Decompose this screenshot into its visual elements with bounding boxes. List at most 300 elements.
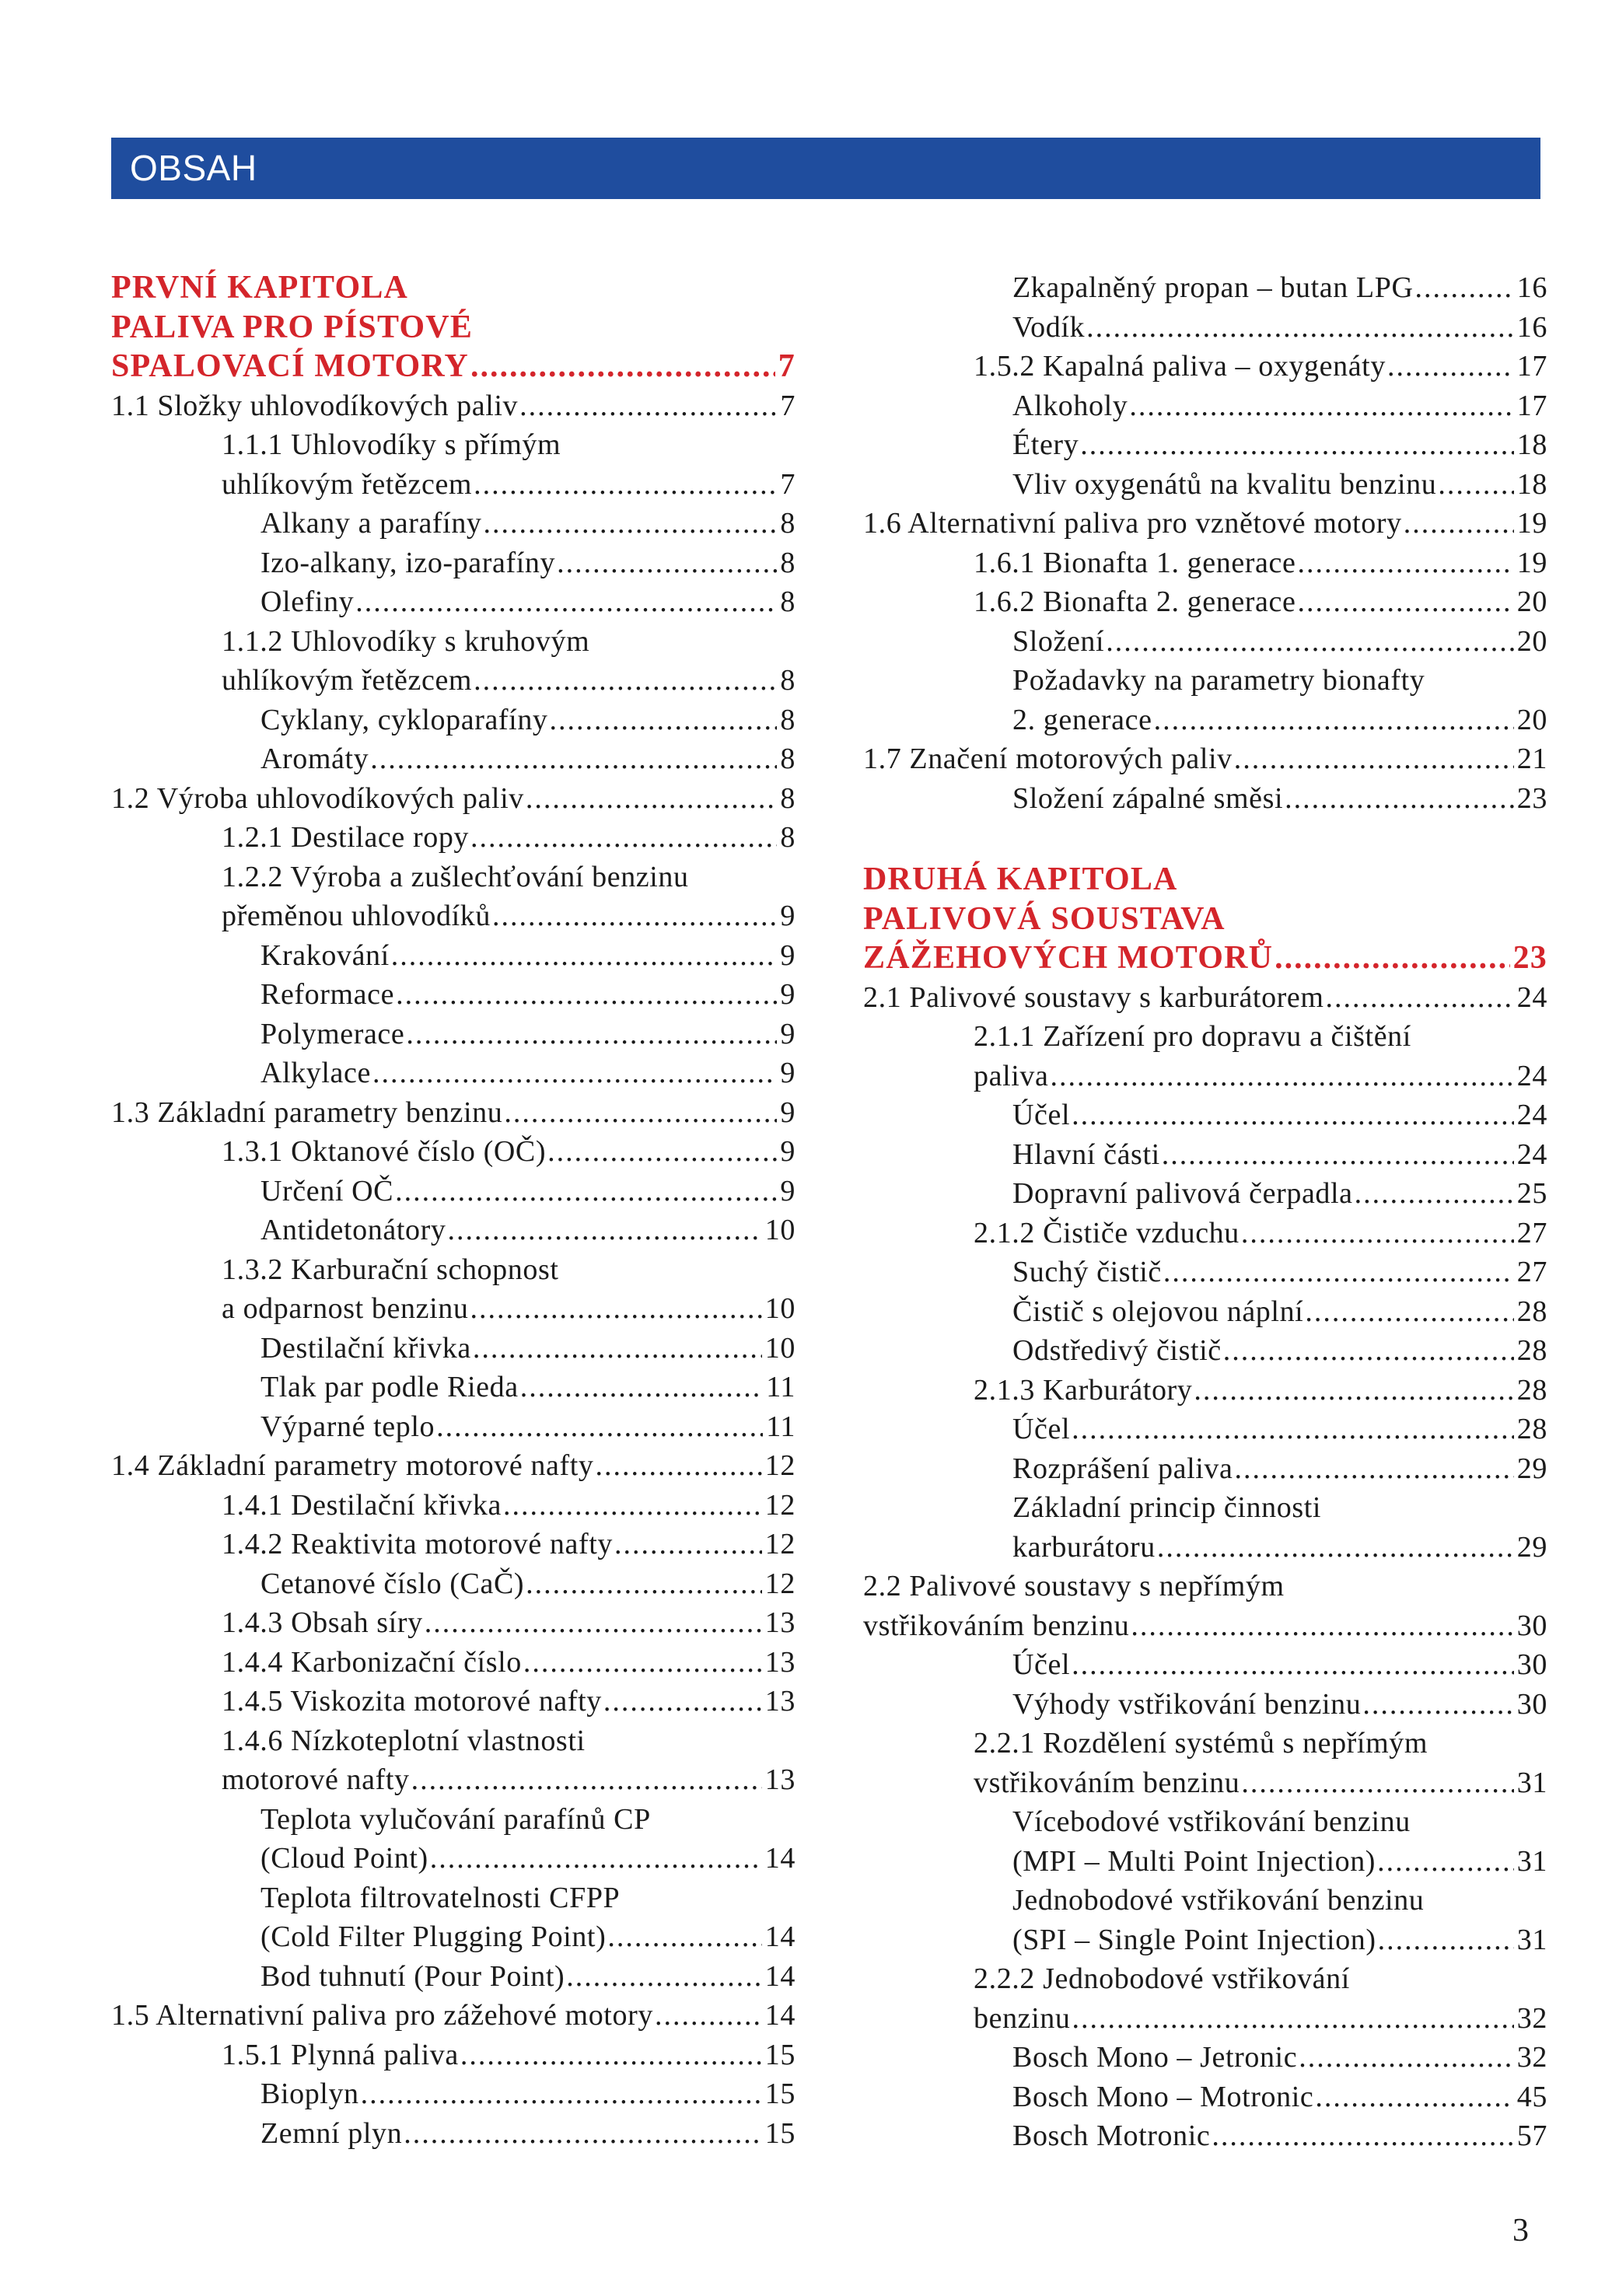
toc-entry bbox=[863, 504, 1547, 543]
dot-leader bbox=[547, 1132, 777, 1172]
chapter-heading-line bbox=[111, 347, 796, 386]
toc-entry bbox=[111, 1603, 796, 1643]
dot-leader bbox=[372, 1054, 777, 1093]
dot-leader bbox=[1378, 1920, 1514, 1960]
chapter-heading-line bbox=[863, 860, 1547, 900]
dot-leader bbox=[526, 1564, 762, 1604]
toc-entry bbox=[863, 1135, 1547, 1175]
toc-entry-title: Základní princip činnosti bbox=[1012, 1491, 1322, 1524]
toc-entry bbox=[863, 1214, 1547, 1253]
toc-entry bbox=[863, 1645, 1547, 1685]
toc-entry bbox=[863, 1881, 1547, 1920]
toc-entry bbox=[111, 739, 796, 779]
toc-page-number: 20 bbox=[1516, 585, 1547, 618]
toc-entry-title: Aromáty bbox=[261, 743, 369, 775]
dot-leader bbox=[361, 2074, 762, 2114]
toc-entry bbox=[111, 1486, 796, 1525]
dot-leader bbox=[411, 1760, 762, 1800]
toc-entry-title: a odparnost benzinu bbox=[222, 1292, 469, 1325]
toc-page-number: 16 bbox=[1516, 310, 1547, 344]
toc-entry bbox=[863, 1371, 1547, 1410]
toc-entry bbox=[863, 1331, 1547, 1371]
dot-leader bbox=[395, 1172, 777, 1211]
dot-leader bbox=[520, 1368, 763, 1407]
toc-entry bbox=[863, 1528, 1547, 1567]
toc-entry bbox=[111, 975, 796, 1015]
toc-page-number: 8 bbox=[780, 821, 796, 854]
dot-leader bbox=[603, 1682, 762, 1721]
toc-entry-title: Bosch Mono – Motronic bbox=[1012, 2080, 1314, 2113]
toc-entry-title: uhlíkovým řetězcem bbox=[222, 664, 473, 697]
toc-entry bbox=[111, 582, 796, 622]
toc-page-number: 27 bbox=[1516, 1216, 1547, 1249]
toc-entry bbox=[863, 779, 1547, 819]
toc-entry-title: 1.4.2 Reaktivita motorové nafty bbox=[222, 1528, 613, 1560]
toc-entry bbox=[111, 1015, 796, 1054]
toc-page-number: 9 bbox=[780, 1135, 796, 1168]
toc-entry bbox=[863, 1802, 1547, 1842]
toc-entry bbox=[111, 2114, 796, 2154]
toc-page-number: 13 bbox=[764, 1645, 796, 1679]
toc-entry bbox=[863, 1842, 1547, 1882]
toc-entry bbox=[111, 858, 796, 897]
dot-leader bbox=[1072, 1410, 1514, 1449]
toc-page-number: 25 bbox=[1516, 1177, 1547, 1210]
toc-page-number: 20 bbox=[1516, 703, 1547, 736]
toc-entry-title: Odstředivý čistič bbox=[1012, 1334, 1222, 1367]
toc-page-number: 10 bbox=[764, 1292, 796, 1325]
toc-entry bbox=[863, 1449, 1547, 1489]
toc-entry-title: 1.4.1 Destilační křivka bbox=[222, 1488, 502, 1522]
toc-page-number: 12 bbox=[764, 1528, 796, 1560]
toc-entry bbox=[863, 701, 1547, 740]
toc-entry-title: 1.3.1 Oktanové číslo (OČ) bbox=[222, 1135, 547, 1168]
toc-entry-title: (MPI – Multi Point Injection) bbox=[1012, 1844, 1376, 1878]
toc-entry-title: paliva bbox=[974, 1059, 1049, 1092]
toc-entry bbox=[863, 1253, 1547, 1292]
toc-entry bbox=[111, 1917, 796, 1957]
toc-entry-title: Destilační křivka bbox=[261, 1331, 471, 1365]
toc-entry bbox=[111, 1172, 796, 1211]
toc-page-number: 24 bbox=[1516, 1099, 1547, 1131]
dot-leader bbox=[1285, 779, 1514, 819]
toc-entry-title: Bioplyn bbox=[261, 2078, 359, 2110]
toc-entry-title: Cyklany, cykloparafíny bbox=[261, 703, 548, 736]
toc-entry-title: 1.5 Alternativní paliva pro zážehové motory bbox=[111, 1999, 653, 2032]
toc-entry bbox=[111, 1329, 796, 1368]
dot-leader bbox=[1129, 386, 1513, 426]
toc-column-left bbox=[111, 268, 796, 2153]
toc-entry bbox=[111, 1211, 796, 1250]
toc-entry bbox=[863, 1567, 1547, 1606]
dot-leader bbox=[526, 779, 778, 819]
dot-leader bbox=[404, 2114, 762, 2154]
dot-leader bbox=[1241, 1214, 1514, 1253]
toc-entry-title: Čistič s olejovou náplní bbox=[1012, 1295, 1304, 1328]
toc-page-number: 15 bbox=[764, 2078, 796, 2110]
toc-entry bbox=[863, 425, 1547, 465]
toc-page-number: 14 bbox=[764, 1999, 796, 2032]
toc-entry bbox=[863, 1920, 1547, 1960]
toc-entry bbox=[111, 1250, 796, 1290]
toc-entry bbox=[111, 1721, 796, 1761]
toc-page-number: 30 bbox=[1516, 1687, 1547, 1721]
toc-entry bbox=[863, 1096, 1547, 1135]
toc-page-number: 31 bbox=[1516, 1844, 1547, 1878]
toc-page-number: 28 bbox=[1516, 1334, 1547, 1367]
page-number: 3 bbox=[1512, 2213, 1529, 2249]
dot-leader bbox=[566, 1957, 762, 1997]
dot-leader bbox=[470, 1289, 761, 1329]
toc-entry bbox=[111, 779, 796, 819]
toc-page-number: 19 bbox=[1516, 546, 1547, 579]
toc-entry-title: 2.1.3 Karburátory bbox=[974, 1373, 1193, 1407]
toc-page-number: 19 bbox=[1516, 507, 1547, 540]
toc-entry bbox=[111, 936, 796, 976]
toc-entry bbox=[111, 1682, 796, 1721]
dot-leader bbox=[406, 1015, 777, 1054]
toc-entry bbox=[863, 465, 1547, 505]
toc-entry-title: 1.3 Základní parametry benzinu bbox=[111, 1096, 503, 1129]
toc-page-number: 9 bbox=[780, 978, 796, 1011]
dot-leader bbox=[503, 1486, 762, 1525]
dot-leader bbox=[1241, 1763, 1513, 1803]
toc-page-number: 30 bbox=[1516, 1609, 1547, 1642]
toc-page-number: 8 bbox=[780, 507, 796, 540]
toc-entry-title: 1.4.4 Karbonizační číslo bbox=[222, 1645, 522, 1679]
toc-entry-title: Účel bbox=[1012, 1413, 1071, 1445]
toc-entry bbox=[111, 2036, 796, 2075]
toc-page-number: 8 bbox=[780, 743, 796, 775]
dot-leader bbox=[484, 504, 778, 543]
toc-page-number: 23 bbox=[1512, 940, 1547, 976]
dot-leader bbox=[557, 543, 777, 583]
toc-page-number: 32 bbox=[1516, 2001, 1547, 2035]
toc-entry-title: 1.4.5 Viskozita motorové nafty bbox=[222, 1685, 602, 1718]
dot-leader bbox=[1326, 978, 1514, 1018]
toc-entry bbox=[111, 1093, 796, 1133]
toc-entry bbox=[111, 701, 796, 740]
toc-page-number: 11 bbox=[766, 1410, 796, 1443]
toc-entry bbox=[863, 347, 1547, 386]
toc-entry bbox=[863, 739, 1547, 779]
toc-entry-title: Složení zápalné směsi bbox=[1012, 781, 1284, 815]
toc-entry-title: Rozprášení paliva bbox=[1012, 1452, 1233, 1485]
dot-leader bbox=[523, 1643, 762, 1683]
toc-entry-title: Výparné teplo bbox=[261, 1410, 435, 1443]
toc-entry-title: Určení OČ bbox=[261, 1174, 394, 1207]
toc-entry-title: 1.2.2 Výroba a zušlechťování benzinu bbox=[222, 860, 689, 893]
toc-entry-title: Bod tuhnutí (Pour Point) bbox=[261, 1959, 565, 1993]
toc-page-number: 31 bbox=[1516, 1766, 1547, 1799]
toc-page-number: 31 bbox=[1516, 1923, 1547, 1956]
toc-page-number: 15 bbox=[764, 2038, 796, 2071]
toc-entry bbox=[863, 268, 1547, 308]
toc-entry bbox=[863, 1763, 1547, 1803]
toc-page-number: 24 bbox=[1516, 1138, 1547, 1171]
dot-leader bbox=[1362, 1685, 1513, 1725]
toc-page-number: 11 bbox=[766, 1371, 796, 1403]
toc-entry-title: Bosch Mono – Jetronic bbox=[1012, 2041, 1298, 2074]
toc-page-number: 16 bbox=[1516, 271, 1547, 304]
toc-entry-title: ZÁŽEHOVÝCH MOTORŮ bbox=[863, 940, 1274, 976]
toc-entry-title: Polymerace bbox=[261, 1017, 405, 1050]
toc-entry-title: PALIVOVÁ SOUSTAVA bbox=[863, 900, 1226, 937]
dot-leader bbox=[474, 661, 777, 701]
toc-entry-title: vstřikováním benzinu bbox=[863, 1609, 1130, 1642]
toc-entry-title: přeměnou uhlovodíků bbox=[222, 900, 491, 932]
toc-entry bbox=[111, 1525, 796, 1564]
dot-leader bbox=[470, 347, 775, 386]
toc-entry-title: 2.1 Palivové soustavy s karburátorem bbox=[863, 980, 1324, 1014]
toc-entry bbox=[863, 1959, 1547, 1999]
toc-entry bbox=[863, 1606, 1547, 1646]
dot-leader bbox=[1297, 582, 1513, 622]
toc-page-number: 12 bbox=[764, 1567, 796, 1600]
toc-page-number: 14 bbox=[764, 1959, 796, 1993]
toc-entry bbox=[111, 661, 796, 701]
toc-entry bbox=[111, 504, 796, 543]
toc-page-number: 18 bbox=[1516, 428, 1547, 461]
dot-leader bbox=[460, 2036, 762, 2075]
toc-entry bbox=[863, 1999, 1547, 2039]
dot-leader bbox=[1275, 938, 1509, 978]
toc-page-number: 27 bbox=[1516, 1256, 1547, 1288]
toc-page-number: 32 bbox=[1516, 2041, 1547, 2074]
toc-entry-title: 1.6.2 Bionafta 2. generace bbox=[974, 585, 1296, 618]
toc-page-number: 20 bbox=[1516, 624, 1547, 658]
toc-page-number: 29 bbox=[1516, 1530, 1547, 1564]
toc-page-number: 13 bbox=[764, 1763, 796, 1796]
toc-entry-title: SPALOVACÍ MOTORY bbox=[111, 348, 469, 384]
dot-leader bbox=[1355, 1174, 1514, 1214]
contents-header-banner bbox=[111, 138, 1540, 199]
toc-entry-title: Účel bbox=[1012, 1099, 1071, 1131]
dot-leader bbox=[1072, 1645, 1514, 1685]
toc-entry-title: karburátoru bbox=[1012, 1530, 1156, 1564]
contents-title: OBSAH bbox=[130, 148, 257, 188]
dot-leader bbox=[1377, 1842, 1514, 1882]
dot-leader bbox=[1072, 1999, 1514, 2039]
toc-entry bbox=[111, 622, 796, 662]
toc-entry-title: Cetanové číslo (CaČ) bbox=[261, 1567, 525, 1600]
toc-entry bbox=[863, 308, 1547, 348]
toc-page-number: 12 bbox=[764, 1449, 796, 1482]
toc-page-number: 17 bbox=[1516, 389, 1547, 422]
toc-entry-title: Alkoholy bbox=[1012, 389, 1128, 422]
dot-leader bbox=[614, 1525, 762, 1564]
toc-entry bbox=[111, 1643, 796, 1683]
toc-entry bbox=[111, 1760, 796, 1800]
toc-entry bbox=[111, 1407, 796, 1447]
section-gap bbox=[863, 818, 1547, 860]
toc-entry bbox=[863, 1292, 1547, 1332]
toc-entry bbox=[111, 425, 796, 465]
toc-entry-title: Alkylace bbox=[261, 1057, 371, 1089]
toc-entry bbox=[111, 818, 796, 858]
toc-entry-title: 1.4.3 Obsah síry bbox=[222, 1606, 423, 1639]
toc-entry bbox=[863, 386, 1547, 426]
toc-entry-title: (Cold Filter Plugging Point) bbox=[261, 1920, 607, 1953]
toc-entry bbox=[111, 1564, 796, 1604]
toc-entry bbox=[111, 1132, 796, 1172]
toc-entry bbox=[863, 978, 1547, 1018]
toc-entry-title: Zemní plyn bbox=[261, 2116, 403, 2150]
toc-entry bbox=[863, 2078, 1547, 2117]
dot-leader bbox=[1080, 425, 1514, 465]
toc-entry-title: 1.2.1 Destilace ropy bbox=[222, 821, 470, 854]
toc-entry-title: (Cloud Point) bbox=[261, 1842, 428, 1875]
toc-entry bbox=[111, 1957, 796, 1997]
dot-leader bbox=[519, 386, 777, 426]
toc-entry-title: Suchý čistič bbox=[1012, 1256, 1162, 1288]
dot-leader bbox=[1050, 1057, 1513, 1096]
toc-entry-title: 1.1.2 Uhlovodíky s kruhovým bbox=[222, 624, 590, 658]
toc-entry-title: 1.3.2 Karburační schopnost bbox=[222, 1253, 559, 1286]
toc-entry bbox=[863, 1057, 1547, 1096]
toc-entry bbox=[863, 2116, 1547, 2156]
toc-page-number: 24 bbox=[1516, 980, 1547, 1014]
dot-leader bbox=[1305, 1292, 1513, 1332]
dot-leader bbox=[1086, 308, 1514, 348]
toc-entry-title: PRVNÍ KAPITOLA bbox=[111, 270, 409, 306]
toc-page-number: 14 bbox=[764, 1920, 796, 1953]
toc-page-number: 24 bbox=[1516, 1059, 1547, 1092]
toc-page-number: 57 bbox=[1516, 2120, 1547, 2152]
toc-entry-title: DRUHÁ KAPITOLA bbox=[863, 861, 1178, 897]
dot-leader bbox=[550, 701, 778, 740]
toc-page-number: 9 bbox=[780, 1057, 796, 1089]
toc-page-number: 9 bbox=[780, 900, 796, 932]
dot-leader bbox=[1235, 1449, 1514, 1489]
toc-entry bbox=[863, 2038, 1547, 2078]
toc-column-right bbox=[863, 268, 1547, 2156]
toc-entry-title: 2. generace bbox=[1012, 703, 1152, 736]
toc-entry bbox=[111, 2074, 796, 2114]
toc-entry-title: Požadavky na parametry bionafty bbox=[1012, 664, 1425, 697]
toc-entry bbox=[111, 1996, 796, 2036]
dot-leader bbox=[1154, 701, 1514, 740]
toc-entry-title: 2.2.2 Jednobodové vstřikování bbox=[974, 1962, 1350, 1995]
toc-page-number: 18 bbox=[1516, 467, 1547, 501]
toc-entry bbox=[863, 622, 1547, 662]
chapter-heading-line bbox=[863, 900, 1547, 939]
toc-page-number: 12 bbox=[764, 1488, 796, 1522]
dot-leader bbox=[470, 818, 777, 858]
toc-entry bbox=[863, 1724, 1547, 1763]
dot-leader bbox=[492, 896, 777, 936]
dot-leader bbox=[1212, 2116, 1513, 2156]
toc-entry-title: Antidetonátory bbox=[261, 1214, 446, 1246]
toc-page-number: 9 bbox=[780, 1096, 796, 1129]
dot-leader bbox=[436, 1407, 763, 1447]
toc-entry-title: (SPI – Single Point Injection) bbox=[1012, 1923, 1376, 1956]
toc-entry-title: Vodík bbox=[1012, 310, 1086, 344]
toc-page-number: 10 bbox=[764, 1331, 796, 1365]
dot-leader bbox=[447, 1211, 761, 1250]
toc-page-number: 28 bbox=[1516, 1373, 1547, 1407]
toc-page-number: 8 bbox=[780, 664, 796, 697]
toc-entry-title: Zkapalněný propan – butan LPG bbox=[1012, 271, 1414, 304]
toc-page-number: 30 bbox=[1516, 1648, 1547, 1681]
toc-entry-title: Alkany a parafíny bbox=[261, 507, 482, 540]
toc-page-number: 9 bbox=[780, 1017, 796, 1050]
toc-entry bbox=[863, 543, 1547, 583]
toc-page-number: 23 bbox=[1516, 781, 1547, 815]
toc-entry-title: Izo-alkany, izo-parafíny bbox=[261, 546, 556, 579]
dot-leader bbox=[1438, 465, 1513, 505]
dot-leader bbox=[504, 1093, 777, 1133]
dot-leader bbox=[355, 582, 777, 622]
toc-entry bbox=[863, 1488, 1547, 1528]
toc-entry-title: benzinu bbox=[974, 2001, 1071, 2035]
toc-page-number: 17 bbox=[1516, 350, 1547, 383]
dot-leader bbox=[1106, 622, 1514, 662]
dot-leader bbox=[430, 1839, 762, 1878]
toc-entry-title: Tlak par podle Rieda bbox=[261, 1371, 519, 1403]
dot-leader bbox=[1299, 2038, 1514, 2078]
toc-entry-title: Krakování bbox=[261, 938, 390, 972]
toc-page-number: 8 bbox=[780, 546, 796, 579]
toc-entry-title: 1.4 Základní parametry motorové nafty bbox=[111, 1449, 594, 1482]
toc-entry-title: Účel bbox=[1012, 1648, 1071, 1681]
dot-leader bbox=[1234, 739, 1514, 779]
toc-entry-title: uhlíkovým řetězcem bbox=[222, 467, 473, 501]
toc-entry-title: Vliv oxygenátů na kvalitu benzinu bbox=[1012, 467, 1437, 501]
toc-entry-title: Vícebodové vstřikování benzinu bbox=[1012, 1805, 1411, 1838]
toc-entry-title: 2.1.1 Zařízení pro dopravu a čištění bbox=[974, 1020, 1411, 1053]
toc-page-number: 45 bbox=[1516, 2080, 1547, 2113]
dot-leader bbox=[607, 1917, 761, 1957]
toc-entry-title: 1.7 Značení motorových paliv bbox=[863, 743, 1233, 775]
toc-entry bbox=[863, 1017, 1547, 1057]
dot-leader bbox=[1194, 1371, 1513, 1410]
toc-page-number: 21 bbox=[1516, 743, 1547, 775]
toc-page-number: 13 bbox=[764, 1685, 796, 1718]
toc-entry-title: 2.2 Palivové soustavy s nepřímým bbox=[863, 1570, 1285, 1602]
dot-leader bbox=[370, 739, 777, 779]
toc-entry-title: Reformace bbox=[261, 978, 395, 1011]
toc-page-number: 28 bbox=[1516, 1413, 1547, 1445]
toc-entry bbox=[111, 1446, 796, 1486]
chapter-heading-line bbox=[111, 268, 796, 308]
toc-entry-title: 1.5.2 Kapalná paliva – oxygenáty bbox=[974, 350, 1386, 383]
toc-entry bbox=[111, 1368, 796, 1407]
toc-entry bbox=[863, 582, 1547, 622]
chapter-heading-line bbox=[111, 308, 796, 348]
toc-page-number: 14 bbox=[764, 1842, 796, 1875]
toc-entry-title: Složení bbox=[1012, 624, 1105, 658]
toc-page-number: 15 bbox=[764, 2116, 796, 2150]
toc-entry bbox=[111, 1878, 796, 1918]
dot-leader bbox=[425, 1603, 762, 1643]
chapter-heading-line bbox=[863, 938, 1547, 978]
toc-entry-title: 2.2.1 Rozdělení systémů s nepřímým bbox=[974, 1727, 1428, 1760]
toc-entry-title: Bosch Motronic bbox=[1012, 2120, 1211, 2152]
toc-entry bbox=[111, 1289, 796, 1329]
toc-entry bbox=[863, 1174, 1547, 1214]
toc-page-number: 7 bbox=[780, 389, 796, 422]
toc-entry-title: 1.4.6 Nízkoteplotní vlastnosti bbox=[222, 1724, 586, 1757]
toc-entry-title: 2.1.2 Čističe vzduchu bbox=[974, 1216, 1240, 1249]
toc-entry-title: Teplota filtrovatelnosti CFPP bbox=[261, 1881, 621, 1914]
dot-leader bbox=[474, 465, 777, 505]
toc-entry bbox=[863, 1410, 1547, 1449]
toc-entry-title: Hlavní části bbox=[1012, 1138, 1160, 1171]
dot-leader bbox=[1223, 1331, 1514, 1371]
toc-entry bbox=[111, 386, 796, 426]
toc-entry bbox=[111, 1054, 796, 1093]
